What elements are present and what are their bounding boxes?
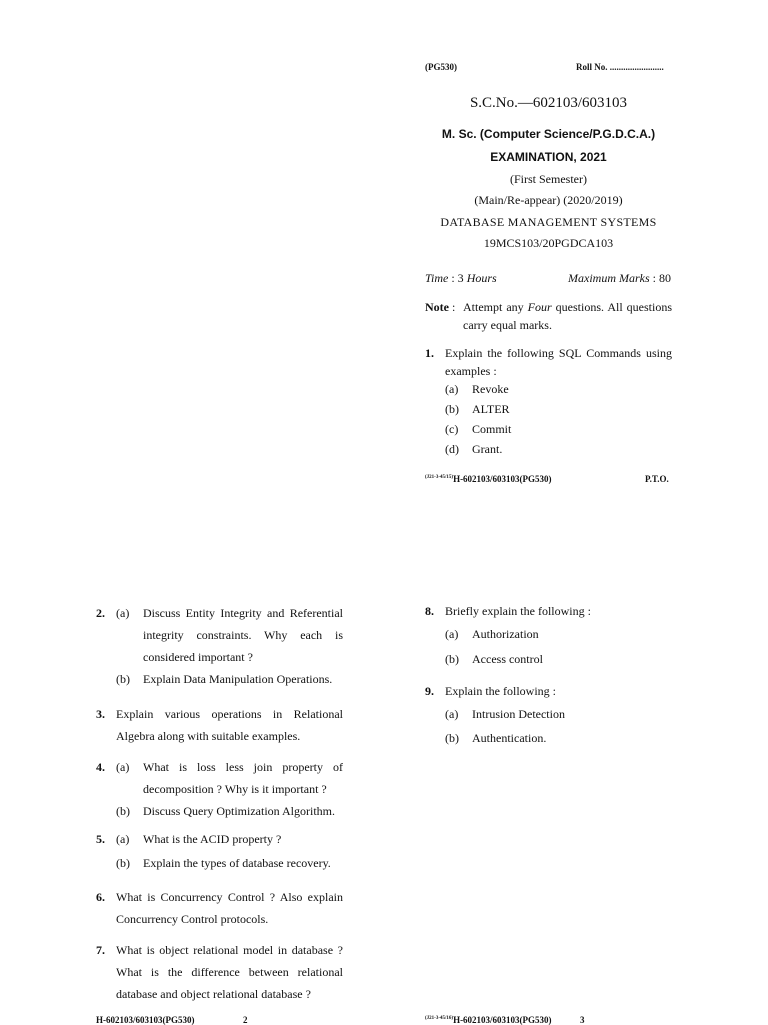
list-item	[445, 707, 672, 731]
note-label-wrap	[425, 298, 463, 334]
list-item	[445, 422, 672, 442]
item-text: ALTER	[472, 402, 510, 416]
question-number: 4.	[96, 760, 105, 774]
item-text: Commit	[472, 422, 512, 436]
list-item	[445, 402, 672, 422]
item-text: Explain the types of database recovery.	[143, 856, 331, 870]
footer-batch: (J21-3-45/16)	[425, 1016, 454, 1021]
marks-value: : 80	[652, 271, 671, 285]
scheme-code-title: S.C.No.—602103/603103	[469, 95, 628, 111]
question-6	[96, 886, 343, 930]
item-label: (b)	[445, 402, 459, 416]
scheme-line: (Main/Re-appear) (2020/2019)	[474, 193, 623, 207]
note-colon: :	[452, 300, 456, 314]
footer-code: H-602103/603103(PG530)	[453, 474, 552, 484]
item-label: (b)	[445, 652, 459, 666]
note-label: Note	[425, 300, 449, 314]
item-label: (a)	[116, 606, 130, 620]
semester-line: (First Semester)	[510, 172, 587, 186]
paper-code: (PG530)	[425, 62, 457, 72]
list-item	[445, 627, 672, 652]
time-unit: Hours	[466, 271, 497, 285]
item-label: (a)	[116, 832, 130, 846]
note-text-emphasis: Four	[527, 300, 552, 314]
question-number: 6.	[96, 890, 105, 904]
question-number: 9.	[425, 684, 434, 698]
item-label: (a)	[445, 707, 459, 721]
maximum-marks	[568, 271, 671, 286]
note-text-part-b: questions. All questions carry equal marks.	[463, 300, 672, 332]
question-number: 2.	[96, 606, 105, 620]
question-2b	[116, 670, 343, 688]
item-text: Access control	[472, 652, 543, 666]
question-number: 1.	[425, 346, 434, 360]
question-text: Briefly explain the following :	[445, 604, 591, 618]
list-item	[445, 652, 672, 677]
item-text: Discuss Query Optimization Algorithm.	[143, 804, 335, 818]
item-label: (b)	[116, 672, 130, 686]
exam-title: EXAMINATION, 2021	[490, 150, 607, 164]
question-1-items	[445, 382, 672, 462]
footer-batch: (J21-3-45/15)	[425, 475, 454, 480]
page-number: 3	[580, 1015, 585, 1025]
item-text: Authorization	[472, 627, 539, 641]
list-item	[445, 442, 672, 462]
time-label: Time	[425, 271, 449, 285]
roll-number-field	[576, 62, 664, 72]
degree-title: M. Sc. (Computer Science/P.G.D.C.A.)	[441, 127, 656, 141]
page-1-footer	[425, 474, 552, 484]
subject-code: 19MCS103/20PGDCA103	[483, 236, 614, 250]
question-9-items	[445, 707, 672, 755]
time-allowed	[425, 271, 497, 286]
item-text: Explain Data Manipulation Operations.	[143, 672, 333, 686]
item-text: Grant.	[472, 442, 503, 456]
item-label: (d)	[445, 442, 459, 456]
question-text: What is Concurrency Control ? Also explain Concurrency Control protocols.	[116, 890, 343, 926]
roll-number-label: Roll No. ........................	[576, 62, 664, 72]
list-item	[445, 382, 672, 402]
note-text-part-a: Attempt any	[463, 300, 524, 314]
subject-title: DATABASE MANAGEMENT SYSTEMS	[440, 215, 657, 229]
note-text	[463, 298, 672, 334]
question-4b	[116, 802, 343, 820]
item-text: Discuss Entity Integrity and Referential integrity constraints. Why each is considered important ?	[143, 606, 343, 664]
page-2-footer: H-602103/603103(PG530)	[96, 1015, 195, 1025]
question-text: Explain the following :	[445, 684, 556, 698]
item-label: (b)	[116, 856, 130, 870]
question-text: What is object relational model in database ? What is the difference between relational database and object relational database ?	[116, 943, 343, 1001]
item-label: (a)	[445, 382, 459, 396]
marks-label: Maximum Marks	[568, 271, 650, 285]
item-label: (b)	[445, 731, 459, 745]
item-text: Revoke	[472, 382, 509, 396]
question-4a	[96, 756, 343, 800]
question-8	[425, 602, 672, 620]
question-5b	[116, 854, 343, 872]
question-2a	[96, 602, 343, 668]
item-text: What is the ACID property ?	[143, 832, 282, 846]
item-text: Authentication.	[472, 731, 547, 745]
question-number: 5.	[96, 832, 105, 846]
list-item	[445, 731, 672, 755]
item-label: (b)	[116, 804, 130, 818]
question-5a	[96, 830, 343, 848]
item-text: What is loss less join property of decomposition ? Why is it important ?	[143, 760, 343, 796]
question-text: Explain various operations in Relational Algebra along with suitable examples.	[116, 707, 343, 743]
footer-code: H-602103/603103(PG530)	[453, 1015, 552, 1025]
question-number: 8.	[425, 604, 434, 618]
page-number: 2	[243, 1015, 248, 1025]
question-text: Explain the following SQL Commands using examples :	[445, 346, 672, 378]
pto-marker: P.T.O.	[645, 474, 669, 484]
question-number: 7.	[96, 943, 105, 957]
instructions-note	[425, 298, 672, 334]
question-1	[425, 344, 672, 380]
item-label: (c)	[445, 422, 459, 436]
question-8-items	[445, 627, 672, 677]
question-number: 3.	[96, 707, 105, 721]
time-value: : 3	[451, 271, 464, 285]
item-label: (a)	[445, 627, 459, 641]
question-3	[96, 703, 343, 747]
question-9	[425, 682, 672, 700]
item-label: (a)	[116, 760, 130, 774]
question-7	[96, 939, 343, 1005]
item-text: Intrusion Detection	[472, 707, 565, 721]
